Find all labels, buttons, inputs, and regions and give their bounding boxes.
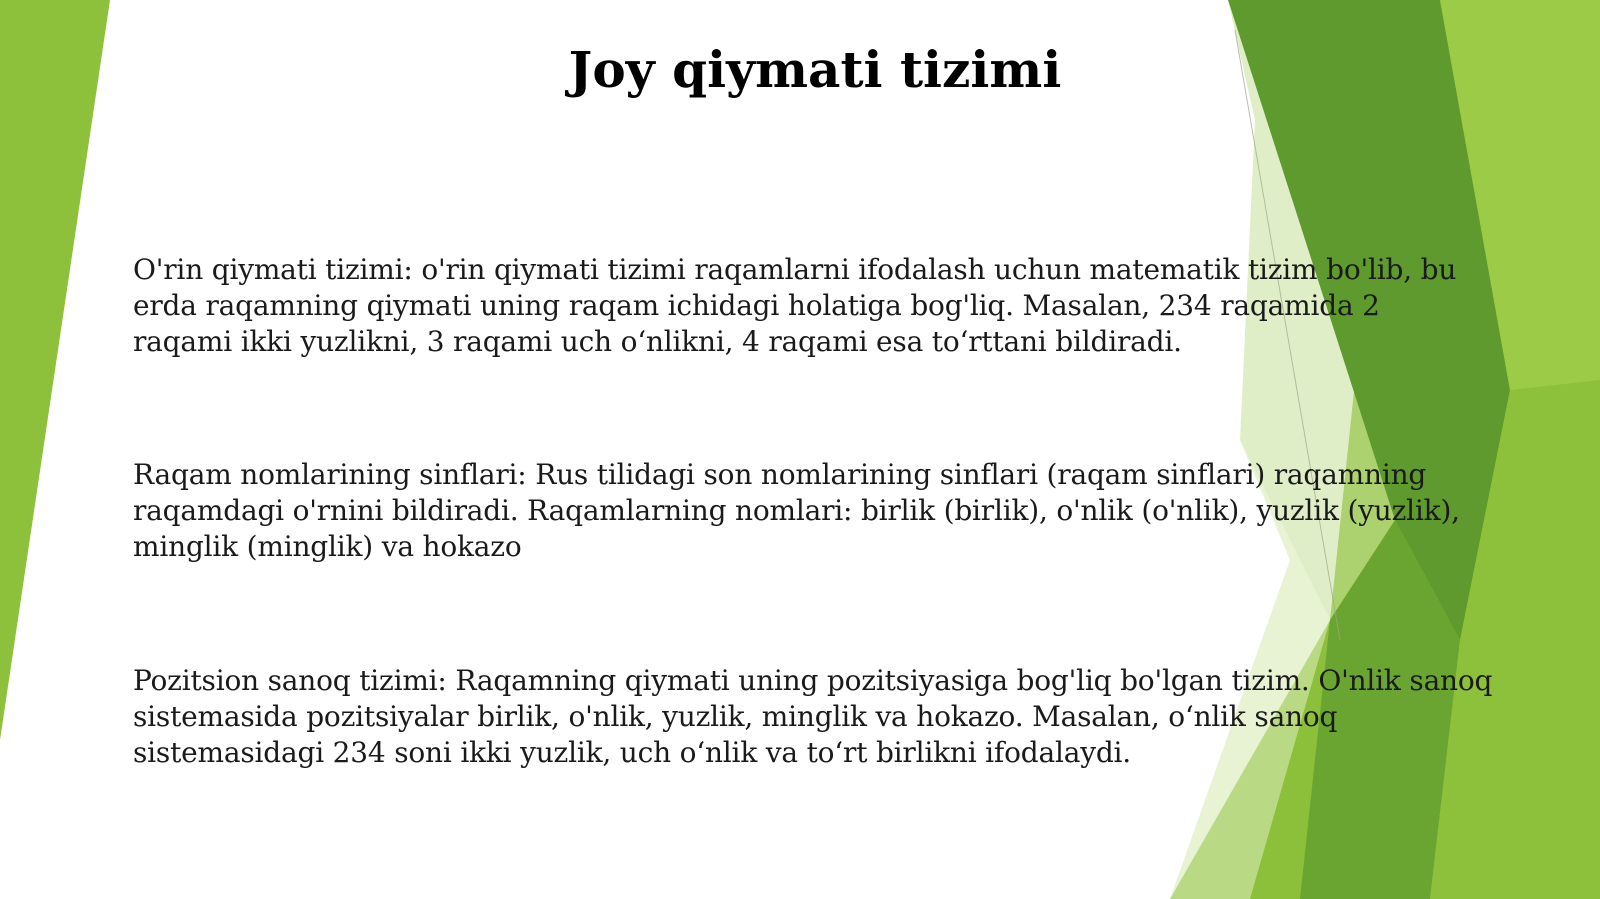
left-green-stripe: [0, 0, 110, 740]
paragraph-place-value: O'rin qiymati tizimi: o'rin qiymati tizimi raqamlarni ifodalash uchun matematik tizim bo'lib, bu erda raqamning qiymati uning raqam ichidagi holatiga bog'liq. Masalan, 234 raqamida 2 raqami ikki yuzlikni, 3 raqami uch o‘nlikni, 4 raqami esa to‘rttani bildiradi.: [133, 253, 1457, 358]
paragraph-positional-system: Pozitsion sanoq tizimi: Raqamning qiymati uning pozitsiyasiga bog'liq bo'lgan tizim. O'nlik sanoq sistemasida pozitsiyalar birlik, o'nlik, yuzlik, minglik va hokazo. Masalan, o‘nlik sanoq sistemasidagi 234 soni ikki yuzlik, uch o‘nlik va to‘rt birlikni ifodalaydi.: [133, 664, 1493, 769]
slide-title: Joy qiymati tizimi: [568, 40, 1062, 99]
paragraph-number-classes: Raqam nomlarining sinflari: Rus tilidagi son nomlarining sinflari (raqam sinflari) raqamning raqamdagi o'rnini bildiradi. Raqamlarning nomlari: birlik (birlik), o'nlik (o'nlik), yuzlik (yuzlik), minglik (minglik) va hokazo: [133, 458, 1460, 563]
